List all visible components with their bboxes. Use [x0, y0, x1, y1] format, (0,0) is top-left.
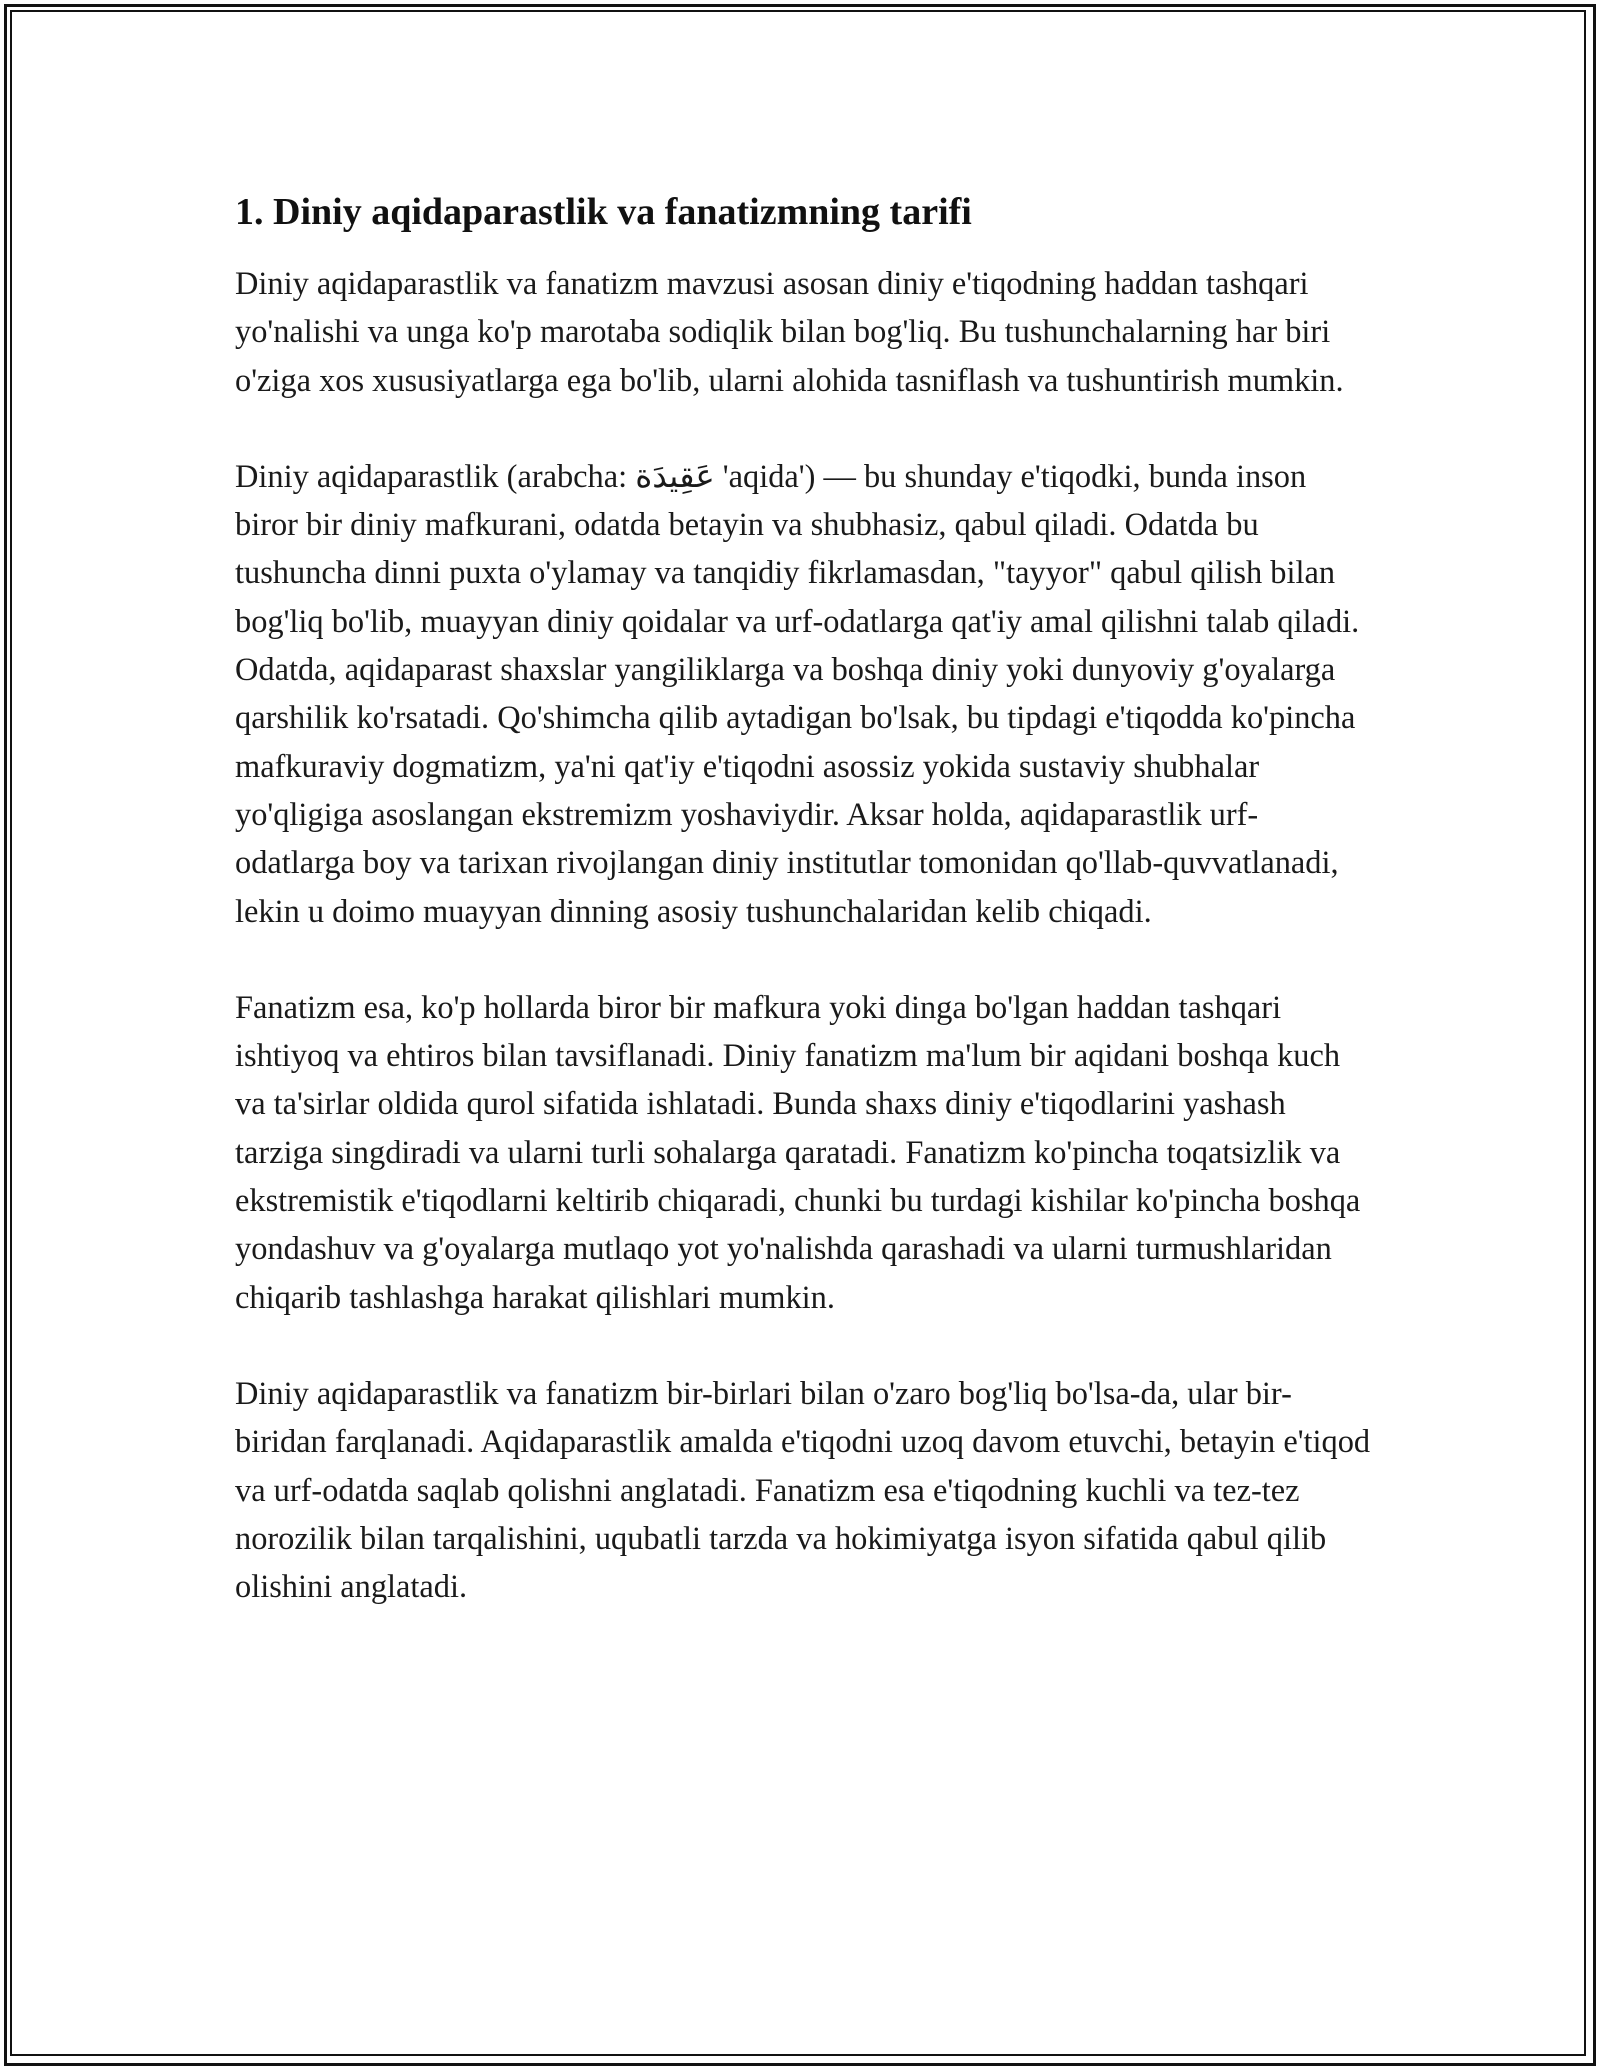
paragraph-aqidaparastlik: Diniy aqidaparastlik (arabcha: عَقِيدَة 'aqida') — bu shunday e'tiqodki, bunda inson biror bir diniy mafkurani, odatda betayin va shubhasiz, qabul qiladi. Odatda bu tushuncha dinni puxta o'ylamay va tanqidiy fikrlamasdan, "tayyor" qabul qilish bilan bog'liq bo'lib, muayyan diniy qoidalar va urf-odatlarga qat'iy amal qilishni talab qiladi. Odatda, aqidaparast shaxslar yangiliklarga va boshqa diniy yoki dunyoviy g'oyalarga qarshilik ko'rsatadi. Qo'shimcha qilib aytadigan bo'lsak, bu tipdagi e'tiqodda ko'pincha mafkuraviy dogmatizm, ya'ni qat'iy e'tiqodni asossiz yokida sustaviy shubhalar yo'qligiga asoslangan ekstremizm yoshaviydir. Aksar holda, aqidaparastlik urf-odatlarga boy va tarixan rivojlangan diniy institutlar tomonidan qo'llab-quvvatlanadi, lekin u doimo muayyan dinning asosiy tushunchalaridan kelib chiqadi.	[235, 458, 1360, 930]
section-heading: 1. Diniy aqidaparastlik va fanatizmning tarifi	[235, 191, 972, 233]
paragraph-intro: Diniy aqidaparastlik va fanatizm mavzusi asosan diniy e'tiqodning haddan tashqari yo'nalishi va unga ko'p marotaba sodiqlik bilan bog'liq. Bu tushunchalarning har biri o'ziga xos xususiyatlarga ega bo'lib, ularni alohida tasniflash va tushuntirish mumkin.	[235, 266, 1344, 399]
document-body	[235, 188, 1375, 1611]
paragraph-fanatizm: Fanatizm esa, ko'p hollarda biror bir mafkura yoki dinga bo'lgan haddan tashqari ishtiyoq va ehtiros bilan tavsiflanadi. Diniy fanatizm ma'lum bir aqidani boshqa kuch va ta'sirlar oldida qurol sifatida ishlatadi. Bunda shaxs diniy e'tiqodlarini yashash tarziga singdiradi va ularni turli sohalarga qaratadi. Fanatizm ko'pincha toqatsizlik va ekstremistik e'tiqodlarni keltirib chiqaradi, chunki bu turdagi kishilar ko'pincha boshqa yondashuv va g'oyalarga mutlaqo yot yo'nalishda qarashadi va ularni turmushlaridan chiqarib tashlashga harakat qilishlari mumkin.	[235, 989, 1361, 1316]
paragraph-comparison: Diniy aqidaparastlik va fanatizm bir-birlari bilan o'zaro bog'liq bo'lsa-da, ular bir-biridan farqlanadi. Aqidaparastlik amalda e'tiqodni uzoq davom etuvchi, betayin e'tiqod va urf-odatda saqlab qolishni anglatadi. Fanatizm esa e'tiqodning kuchli va tez-tez norozilik bilan tarqalishini, uqubatli tarzda va hokimiyatga isyon sifatida qabul qilib olishini anglatadi.	[235, 1375, 1371, 1606]
